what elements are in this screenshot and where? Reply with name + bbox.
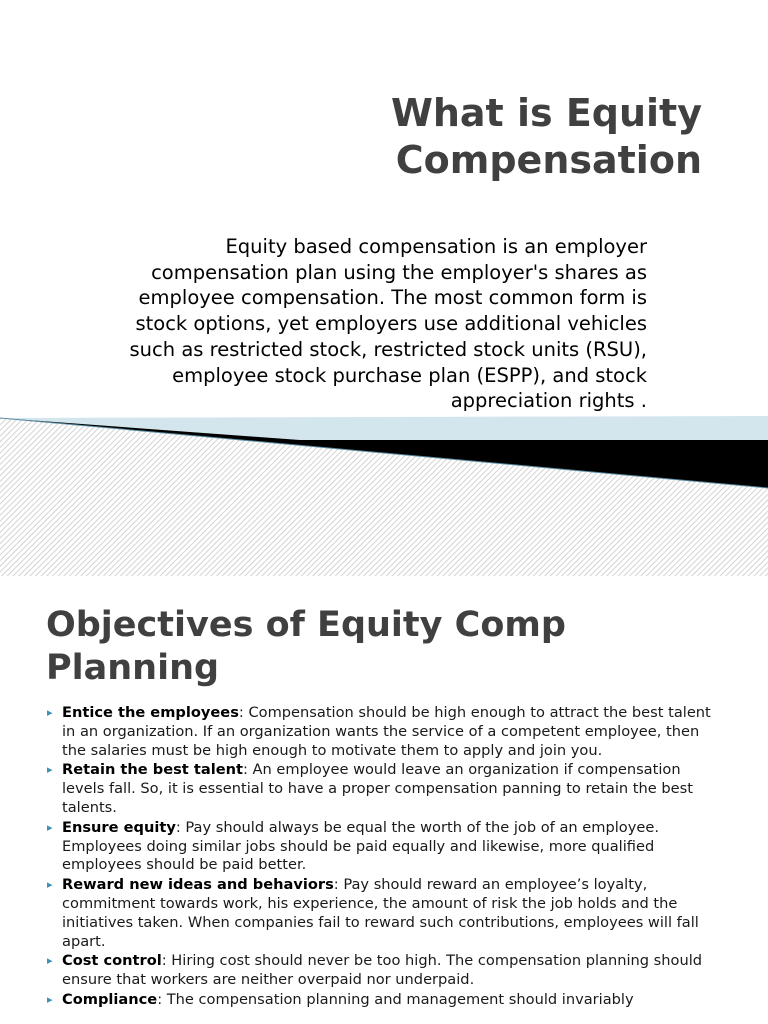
list-item (46, 819, 726, 875)
objectives-list (46, 704, 726, 1011)
list-item (46, 952, 726, 990)
bullet-term: Ensure equity (62, 818, 176, 836)
list-item (46, 991, 726, 1010)
bullet-term: Cost control (62, 952, 162, 970)
bullet-text: : Pay should reward an employee’s loyalty, commitment towards work, his experience, the amount of risk the job holds and the initiatives taken. When companies fail to reward such contributions, employees will fall apart. (62, 876, 699, 950)
bullet-text: : Hiring cost should never be too high. The compensation planning should ensure that workers are neither overpaid nor underpaid. (62, 952, 703, 989)
bullet-text: : Compensation should be high enough to attract the best talent in an organization. If an organization wants the service of a competent employee, then the salaries must be high enough to motivate them to apply and join you. (62, 704, 711, 759)
list-item (46, 761, 726, 817)
slide-title: What is Equity Compensation (390, 91, 702, 182)
bullet-text: : An employee would leave an organization if compensation levels fall. So, it is essential to have a proper compensation panning to retain the best talents. (62, 761, 693, 816)
bullet-term: Reward new ideas and behaviors (62, 876, 334, 894)
triangle-bullet-icon: ▸ (47, 954, 53, 968)
slide-title: Objectives of Equity Comp Planning (46, 605, 566, 688)
bullet-term: Compliance (62, 990, 158, 1008)
triangle-bullet-icon: ▸ (47, 992, 53, 1006)
list-item (46, 876, 726, 951)
slide-body-text: Equity based compensation is an employer compensation plan using the employer's shares as employee compensation. The most common form is stock options, yet employers use additional vehicles such as restricted stock, restricted stock units (RSU), employee stock purchase plan (ESPP), and stock appreciation rights . (129, 235, 647, 413)
triangle-bullet-icon: ▸ (47, 820, 53, 834)
list-item (46, 704, 726, 760)
bullet-text: : The compensation planning and management should invariably (157, 990, 634, 1008)
triangle-bullet-icon: ▸ (47, 706, 53, 719)
bullet-text: : Pay should always be equal the worth of the job of an employee. Employees doing similar jobs should be paid equally and likewise, more qualified employees should be paid better. (62, 818, 659, 874)
slide-objectives (0, 586, 768, 1024)
bullet-term: Entice the employees (62, 704, 239, 721)
triangle-bullet-icon: ▸ (47, 878, 53, 892)
triangle-bullet-icon: ▸ (47, 763, 53, 777)
bullet-term: Retain the best talent (62, 761, 243, 779)
